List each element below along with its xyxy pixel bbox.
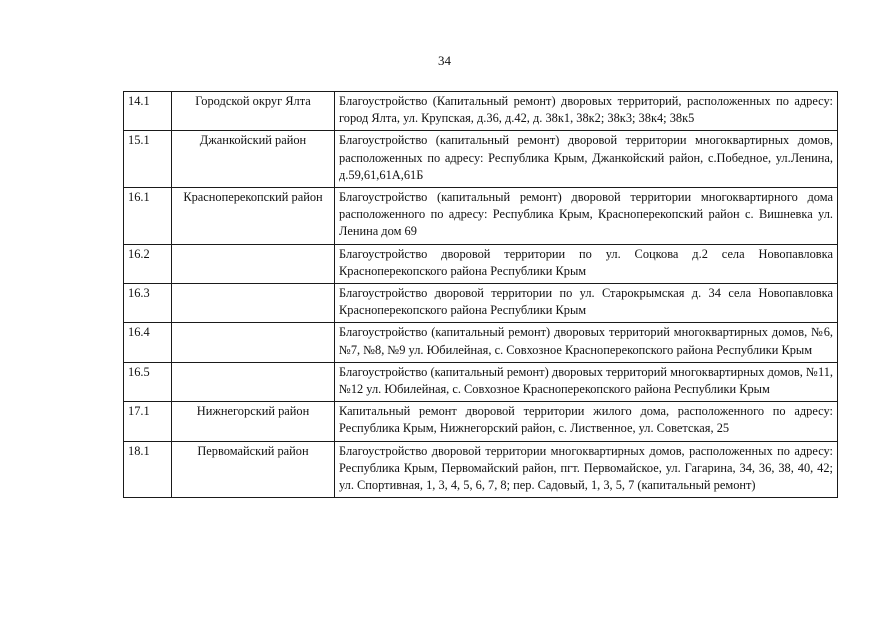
row-number: 16.3 (124, 284, 172, 323)
row-number: 16.5 (124, 362, 172, 401)
district-name (172, 284, 335, 323)
table-row (124, 131, 838, 188)
district-name: Городской округ Ялта (172, 92, 335, 131)
work-description: Благоустройство (капитальный ремонт) дворовой территории многоквартирных домов, расположенных по адресу: Республика Крым, Джанкойский район, с.Победное, ул.Ленина, д.59,61,61А,61Б (335, 131, 838, 188)
work-description: Благоустройство дворовой территории по ул. Старокрымская д. 34 села Новопавловка Красноперекопского района Республики Крым (335, 284, 838, 323)
table-row (124, 323, 838, 362)
row-number: 16.2 (124, 244, 172, 283)
district-name (172, 323, 335, 362)
district-name: Джанкойский район (172, 131, 335, 188)
table-row (124, 441, 838, 498)
row-number: 16.1 (124, 188, 172, 245)
work-description: Благоустройство дворовой территории по ул. Соцкова д.2 села Новопавловка Красноперекопского района Республики Крым (335, 244, 838, 283)
work-description: Благоустройство (капитальный ремонт) дворовых территорий многоквартирных домов, №11, №12 ул. Юбилейная, с. Совхозное Красноперекопского района Республики Крым (335, 362, 838, 401)
row-number: 14.1 (124, 92, 172, 131)
work-description: Благоустройство (капитальный ремонт) дворовой территории многоквартирного дома расположенного по адресу: Республика Крым, Красноперекопский район с. Вишневка ул. Ленина дом 69 (335, 188, 838, 245)
district-name: Красноперекопский район (172, 188, 335, 245)
table-row (124, 92, 838, 131)
row-number: 18.1 (124, 441, 172, 498)
row-number: 17.1 (124, 402, 172, 441)
work-description: Капитальный ремонт дворовой территории жилого дома, расположенного по адресу: Республика Крым, Нижнегорский район, с. Лиственное, ул. Советская, 25 (335, 402, 838, 441)
district-name (172, 362, 335, 401)
work-description: Благоустройство дворовой территории многоквартирных домов, расположенных по адресу: Республика Крым, Первомайский район, пгт. Первомайское, ул. Гагарина, 34, 36, 38, 40, 42; ул. Спортивная, 1, 3, 4, 5, 6, 7, 8; пер. Садовый, 1, 3, 5, 7 (капитальный ремонт) (335, 441, 838, 498)
works-table (123, 91, 838, 498)
district-name (172, 244, 335, 283)
page-number: 34 (438, 53, 451, 68)
table-row (124, 362, 838, 401)
row-number: 15.1 (124, 131, 172, 188)
district-name: Нижнегорский район (172, 402, 335, 441)
table-row (124, 284, 838, 323)
row-number: 16.4 (124, 323, 172, 362)
table-row (124, 402, 838, 441)
work-description: Благоустройство (Капитальный ремонт) дворовых территорий, расположенных по адресу: город Ялта, ул. Крупская, д.36, д.42, д. 38к1, 38к2; 38к3; 38к4; 38к5 (335, 92, 838, 131)
work-description: Благоустройство (капитальный ремонт) дворовых территорий многоквартирных домов, №6, №7, №8, №9 ул. Юбилейная, с. Совхозное Красноперекопского района Республики Крым (335, 323, 838, 362)
district-name: Первомайский район (172, 441, 335, 498)
table-row (124, 244, 838, 283)
table-row (124, 188, 838, 245)
